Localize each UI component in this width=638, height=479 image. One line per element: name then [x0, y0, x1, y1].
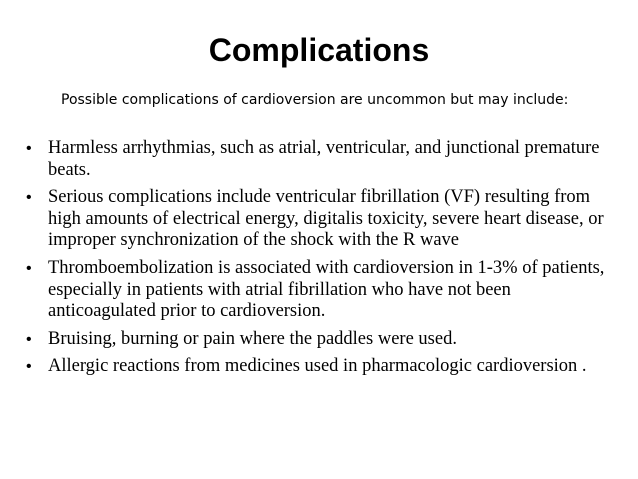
bullet-item: [26, 187, 612, 252]
bullet-item: [26, 138, 612, 181]
bullet-icon: •: [26, 330, 32, 348]
bullet-item: [26, 329, 612, 351]
bullet-icon: •: [26, 189, 32, 207]
bullet-item: [26, 356, 612, 378]
bullet-icon: •: [26, 259, 32, 277]
bullet-icon: •: [26, 140, 32, 157]
bullet-text: Bruising, burning or pain where the paddles were used.: [48, 328, 457, 349]
intro-text: Possible complications of cardioversion are uncommon but may include:: [61, 92, 569, 108]
bullet-item: [26, 258, 612, 323]
bullet-text: Harmless arrhythmias, such as atrial, ventricular, and junctional premature beats.: [48, 138, 600, 180]
bullet-list: [26, 138, 612, 384]
bullet-icon: •: [26, 358, 32, 376]
bullet-text: Thromboembolization is associated with cardioversion in 1-3% of patients, especially in patients with atrial fibrillation who have not been anticoagulated prior to cardioversion.: [48, 257, 605, 322]
slide-title: Complications: [208, 32, 430, 68]
bullet-text: Serious complications include ventricular fibrillation (VF) resulting from high amounts of electrical energy, digitalis toxicity, severe heart disease, or improper synchronization of the shock with the R wave: [48, 187, 604, 251]
bullet-text: Allergic reactions from medicines used in pharmacologic cardioversion .: [48, 356, 587, 377]
